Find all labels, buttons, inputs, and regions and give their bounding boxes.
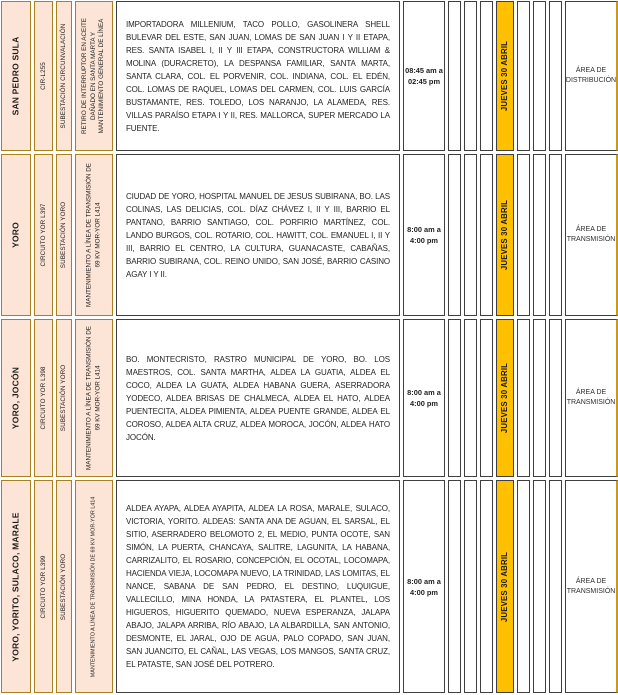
area-type-cell [565, 154, 618, 316]
day-label: JUEVES 30 ABRIL [500, 362, 510, 434]
empty-cell [533, 480, 546, 693]
work-description-cell [75, 319, 113, 477]
affected-areas-text: IMPORTADORA MILLENIUM, TACO POLLO, GASOLINERA SHELL BULEVAR DEL ESTE, SAN JUAN, LOMAS DE SAN JUAN I Y II ETAPA, RES. SANTA ISABEL I, II Y III ETAPA, CONSTRUCTORA WILLIAM & MOLINA (DURACRETO), LA DESPANSA FAMILIAR, SANTA MARTA, SANTA CLARA, COL. EL PORVENIR, COL. INDIANA, COL. EL EDÉN, COL. LOMAS DE RAQUEL, LOMAS DEL CARMEN, COL. LUIS GARCÍA BUSTAMANTE, RES. TOLEDO, LOS NARANJO, LA ALAMEDA, RES. VILLAS PARAÍSO ETAPA I Y II, RES. MALLORCA, SUPER MERCADO LA FUENTE. [126, 19, 390, 133]
day-label: JUEVES 30 ABRIL [500, 40, 510, 112]
empty-cell [480, 154, 493, 316]
day-cell [496, 480, 514, 693]
table-row [1, 154, 618, 316]
time-from: 8:00 am a [407, 225, 441, 234]
time-cell [403, 1, 445, 151]
area-type-label: ÁREA DE TRANSMISIÓN [566, 389, 616, 406]
work-description-label: MANTENIMIENTO A LÍNEA DE TRANSMISIÓN DE 69 KV MOR-YOR L414 [85, 326, 101, 470]
substation-label: SUBESTACIÓN YORO [60, 201, 68, 269]
region-label: YORO [10, 222, 21, 248]
empty-cell [517, 480, 530, 693]
region-cell [1, 480, 31, 693]
empty-cell [549, 154, 562, 316]
empty-cell [549, 1, 562, 151]
circuit-label: CIRCUITO YOR L397 [39, 203, 47, 267]
substation-cell [56, 1, 72, 151]
work-description-label: RETIRO DE INTERRUPTOR EN ACEITE DAÑADO EN SANTA MARTA Y MANTENIMIENTO GENERAL DE LÍNEA [81, 17, 106, 135]
time-to: 02:45 pm [407, 77, 441, 86]
circuit-label: CIR-L255 [39, 62, 47, 90]
affected-areas-cell [116, 319, 400, 477]
time-from: 8:00 am a [407, 576, 441, 586]
substation-cell [56, 154, 72, 316]
empty-cell [464, 1, 477, 151]
substation-label: SUBESTACIÓN YORO [60, 553, 68, 620]
region-label: SAN PEDRO SULA [10, 36, 21, 116]
empty-cell [480, 319, 493, 477]
table-row [1, 480, 618, 693]
circuit-cell [34, 154, 53, 316]
substation-label: SUBESTACIÓN CIRCUNVALACIÓN [60, 23, 68, 129]
empty-cell [480, 480, 493, 693]
empty-cell [464, 480, 477, 693]
table-row [1, 1, 618, 151]
circuit-cell [34, 1, 53, 151]
empty-cell [533, 154, 546, 316]
substation-cell [56, 480, 72, 693]
circuit-label: CIRCUITO YOR L398 [39, 366, 47, 430]
time-cell [403, 154, 445, 316]
time-from: 8:00 am a [407, 388, 441, 397]
circuit-cell [34, 319, 53, 477]
affected-areas-text: CIUDAD DE YORO, HOSPITAL MANUEL DE JESUS SUBIRANA, BO. LAS COLINAS, LAS DELICIAS, COL. DÍAZ CHÁVEZ I, II Y III, BARRIO EL PANTANO, BARRIO SANTIAGO, COL. PORFIRIO MARTÍNEZ, COL. LANDO BURGOS, COL. ROTARIO, COL. HAWITT, COL. EMANUEL I, II Y III, BARRIO EL CENTRO, LA CULTURA, GUANACASTE, CABAÑAS, BARRIO SUBIRANA, COL. REINO UNIDO, SAN JOSÉ, BARRIO CASINO AGAY I Y II. [126, 191, 390, 279]
empty-cell [464, 154, 477, 316]
day-cell [496, 319, 514, 477]
circuit-label: CIRCUITO YOR L399 [39, 554, 47, 619]
area-type-cell [565, 319, 618, 477]
day-label: JUEVES 30 ABRIL [500, 551, 510, 622]
area-type-label: ÁREA DE DISTRIBUCIÓN [565, 67, 617, 84]
time-from: 08:45 am a [405, 66, 443, 75]
empty-cell [517, 1, 530, 151]
work-description-label: MANTENIMIENTO A LÍNEA DE TRANSMISIÓN DE 69 KV MOR-YOR L414 [85, 163, 101, 307]
time-to: 4:00 pm [410, 587, 438, 597]
work-description-cell [75, 1, 113, 151]
time-to: 4:00 pm [410, 399, 438, 408]
region-label: YORO, JOCÓN [10, 366, 21, 430]
day-cell [496, 1, 514, 151]
empty-cell [464, 319, 477, 477]
affected-areas-text: BO. MONTECRISTO, RASTRO MUNICIPAL DE YORO, BO. LOS MAESTROS, COL. SANTA MARTHA, ALDEA LA GUATIA, ALDEA EL COCO, ALDEA LA GUATA, ALDEA HABANA GUERA, ASERRADORA YODECO, ALDEA BRISAS DE CHALMECA, ALDEA EL HATO, ALDEA PUENTECITA, ALDEA PIMIENTA, ALDEA PUENTE GRANDE, ALDEA EL COROSO, ALDEA ALTA CRUZ, ALDEA MOROCA, JOCÓN, ALDEA HATO JOCÓN. [126, 354, 390, 442]
empty-cell [549, 319, 562, 477]
circuit-cell [34, 480, 53, 693]
day-label: JUEVES 30 ABRIL [500, 199, 510, 271]
area-type-cell [565, 1, 618, 151]
affected-areas-cell [116, 480, 400, 693]
time-cell [403, 319, 445, 477]
region-cell [1, 154, 31, 316]
work-description-cell [75, 480, 113, 693]
substation-cell [56, 319, 72, 477]
empty-cell [549, 480, 562, 693]
time-to: 4:00 pm [410, 236, 438, 245]
work-description-cell [75, 154, 113, 316]
empty-cell [480, 1, 493, 151]
affected-areas-text: ALDEA AYAPA, ALDEA AYAPITA, ALDEA LA ROSA, MARALE, SULACO, VICTORIA, YORITO. ALDEAS: SANTA ANA DE AGUAN, EL SARSAL, EL SITIO, ASERRADERO BELOMOTO 2, EL MEDIO, PUNTA OCOTE, SAN SIMÓN, LA PUERTA, CHANCAYA, SALITRE, LAGUNITA, LA HABANA, CARRIZALITO, EL ROSARIO, CONCEPCIÓN, EL OCOTAL, LOCOMAPA, HACIENDA VIEJA, LOCOMAPA NUEVO, LA TRINIDAD, LAS LOMITAS, EL NANCE, SABANA DE SAN PEDRO, EL DESTINO, LUQUIGUE, VALLECILLO, MINA HONDA, LA PATASTERA, EL PLANTEL, LOS HIGUEROS, HIGUERITO QUEMADO, NUEVA ESPERANZA, JALAPA ABAJO, JALAPA ARRIBA, RÍO ABAJO, LA ALBARDILLA, SAN ANTONIO, DESMONTE, EL JARAL, OJO DE AGUA, PALO COPADO, SAN JUAN, SAN JUANCITO, EL CAÑAL, LAS VEGAS, LOS MANGOS, SANTA CRUZ, EL PATASTE, SAN JOSÉ DEL POTRERO. [126, 504, 390, 669]
time-cell [403, 480, 445, 693]
empty-cell [533, 319, 546, 477]
region-label: YORO, YORITO, SULACO, MARALE [10, 511, 21, 662]
area-type-label: ÁREA DE TRANSMISIÓN [566, 226, 616, 243]
empty-cell [448, 1, 461, 151]
empty-cell [533, 1, 546, 151]
day-cell [496, 154, 514, 316]
empty-cell [517, 319, 530, 477]
empty-cell [448, 480, 461, 693]
region-cell [1, 1, 31, 151]
empty-cell [517, 154, 530, 316]
substation-label: SUBESTACIÓN YORO [60, 364, 68, 432]
work-description-label: MANTENIMIENTO A LÍNEA DE TRANSMISIÓN DE 69 KV MOR-YOR L414 [90, 496, 97, 677]
affected-areas-cell [116, 1, 400, 151]
affected-areas-cell [116, 154, 400, 316]
table-row [1, 319, 618, 477]
area-type-cell [565, 480, 618, 693]
empty-cell [448, 319, 461, 477]
empty-cell [448, 154, 461, 316]
area-type-label: ÁREA DE TRANSMISIÓN [566, 577, 616, 595]
region-cell [1, 319, 31, 477]
